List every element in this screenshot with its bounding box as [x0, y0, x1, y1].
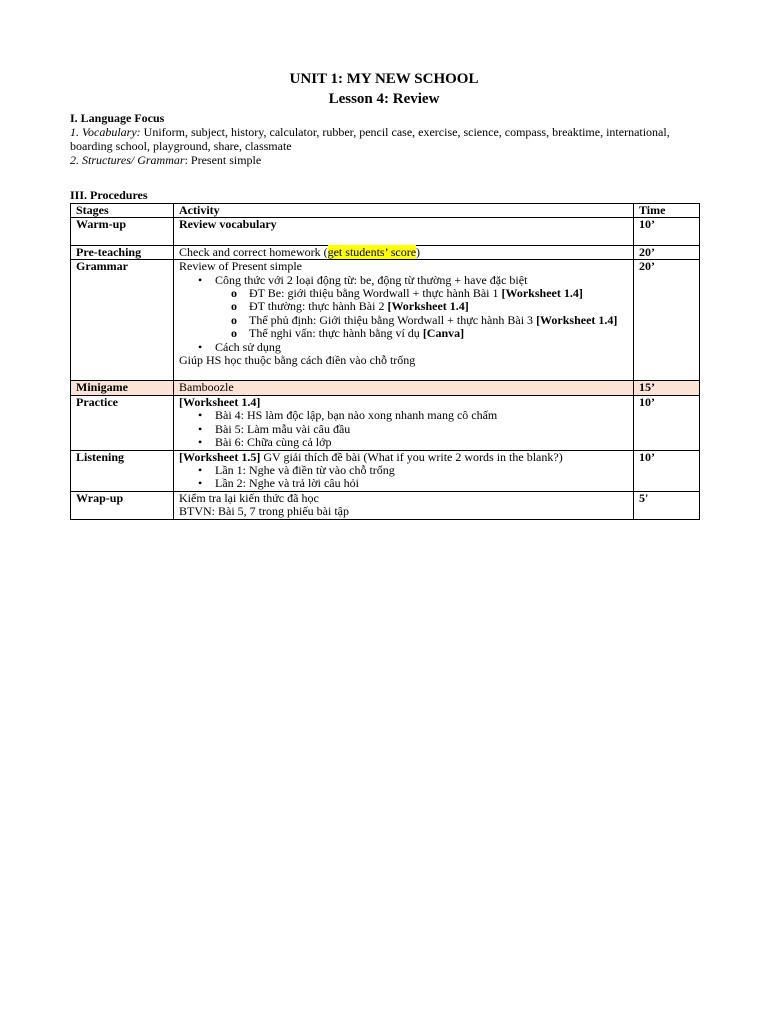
list-item: • Bài 6: Chữa cùng cả lớp — [215, 436, 628, 449]
vocabulary-list: Uniform, subject, history, calculator, rubber, pencil case, exercise, science, compass, breaktime, international, boarding school, playground, share, classmate — [70, 125, 670, 153]
time-cell: 10’ — [634, 395, 700, 450]
table-row-grammar — [71, 260, 700, 381]
stage-cell: Practice — [71, 395, 174, 450]
activity-text: Review vocabulary — [179, 217, 277, 232]
bullet-list — [179, 409, 628, 449]
procedures-heading: III. Procedures — [70, 188, 148, 202]
table-row-warmup — [71, 218, 700, 245]
grammar-closing: Giúp HS học thuộc bằng cách điền vào chỗ trống — [179, 353, 416, 368]
table-row-listening — [71, 450, 700, 491]
activity-cell — [174, 395, 634, 450]
activity-text: Check and correct homework ( — [179, 244, 328, 259]
activity-cell — [174, 218, 634, 245]
time-cell: 5' — [634, 491, 700, 519]
header-time: Time — [634, 204, 700, 218]
stage-cell: Pre-teaching — [71, 245, 174, 259]
unit-title: UNIT 1: MY NEW SCHOOL — [289, 71, 479, 87]
list-item: • Lần 2: Nghe và trả lời câu hỏi — [215, 477, 628, 490]
time-cell: 20’ — [634, 245, 700, 259]
list-item: o Thể phủ định: Giới thiệu bằng Wordwall + thực hành Bài 3 [Worksheet 1.4] — [249, 314, 628, 327]
activity-text-end: ) — [416, 244, 421, 259]
time-cell: 10’ — [634, 450, 700, 491]
activity-cell — [174, 245, 634, 259]
list-item: o ĐT Be: giới thiệu bằng Wordwall + thực hành Bài 1 [Worksheet 1.4] — [249, 287, 628, 300]
vocabulary-label: 1. Vocabulary: — [70, 125, 141, 139]
list-item: o ĐT thường: thực hành Bài 2 [Worksheet 1.4] — [249, 300, 628, 313]
list-item: • Bài 4: HS làm độc lập, bạn nào xong nhanh mang cô chấm — [215, 409, 628, 422]
stage-cell: Wrap-up — [71, 491, 174, 519]
language-focus-section — [70, 111, 700, 167]
vocabulary-paragraph — [70, 125, 700, 153]
activity-cell — [174, 260, 634, 381]
language-focus-heading: I. Language Focus — [70, 111, 165, 125]
stage-cell: Minigame — [71, 381, 174, 395]
activity-cell: Bamboozle — [174, 381, 634, 395]
list-item: • Bài 5: Làm mẫu vài câu đầu — [215, 423, 628, 436]
listening-intro: [Worksheet 1.5] GV giải thích đề bài (What if you write 2 words in the blank?) — [179, 449, 563, 464]
title-block — [0, 70, 768, 109]
bullet-list — [179, 274, 628, 354]
list-item: • Cách sử dụng — [215, 341, 628, 354]
activity-cell — [174, 491, 634, 519]
time-cell: 10’ — [634, 218, 700, 245]
table-row-wrapup — [71, 491, 700, 519]
stage-cell: Grammar — [71, 260, 174, 381]
lesson-title: Lesson 4: Review — [328, 91, 440, 107]
table-row-minigame — [71, 381, 700, 395]
worksheet-tag: [Worksheet 1.4] — [179, 394, 261, 409]
activity-cell — [174, 450, 634, 491]
grammar-label: 2. Structures/ Grammar — [70, 153, 185, 167]
table-header-row — [71, 204, 700, 218]
header-stages: Stages — [71, 204, 174, 218]
grammar-intro: Review of Present simple — [179, 259, 302, 274]
table-row-preteaching — [71, 245, 700, 259]
table-row-practice — [71, 395, 700, 450]
highlighted-text: get students’ score — [327, 244, 417, 259]
list-item: • Công thức với 2 loại động từ: be, động từ thường + have đặc biệt o ĐT Be: giới thiệu bằng Wordwall + thực hành Bài 1 [Worksheet 1.4] o ĐT thường: thực hành Bài 2 [Worksheet 1.4] o Thể phủ định: Giới thiệu bằng Wordwall + thực hành Bài 3 [Worksheet 1.4] o Thể nghi vấn: thực hành bằng ví dụ [Canva] — [215, 274, 628, 341]
list-item: • Lần 1: Nghe và điền từ vào chỗ trống — [215, 464, 628, 477]
bullet-list — [179, 464, 628, 491]
stage-cell: Listening — [71, 450, 174, 491]
stage-cell: Warm-up — [71, 218, 174, 245]
activity-text: Kiểm tra lại kiến thức đã học — [179, 490, 319, 505]
header-activity: Activity — [174, 204, 634, 218]
time-cell: 20’ — [634, 260, 700, 381]
time-cell: 15’ — [634, 381, 700, 395]
sub-list — [215, 287, 628, 341]
grammar-paragraph — [70, 153, 700, 167]
procedures-table — [70, 203, 700, 520]
list-item: o Thể nghi vấn: thực hành bằng ví dụ [Canva] — [249, 327, 628, 340]
worksheet-tag: [Worksheet 1.5] — [179, 449, 261, 464]
homework-text: BTVN: Bài 5, 7 trong phiếu bài tập — [179, 504, 349, 519]
grammar-text: : Present simple — [184, 153, 262, 167]
